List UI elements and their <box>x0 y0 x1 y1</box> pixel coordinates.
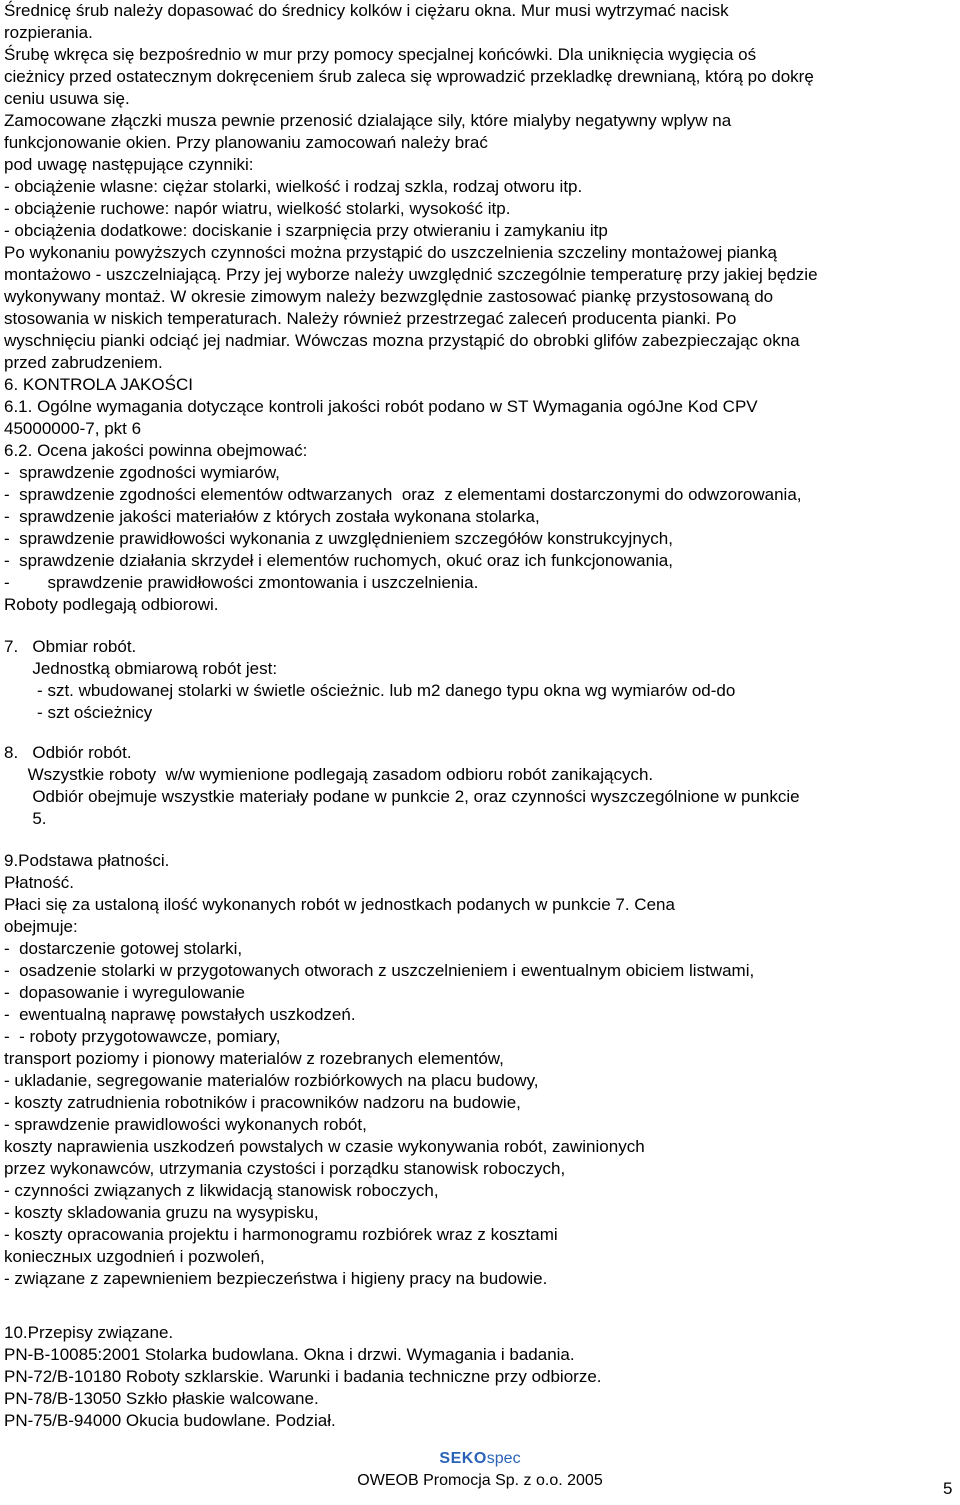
text-line: 10.Przepisy związane. <box>4 1323 174 1342</box>
text-line: - sprawdzenie prawidłowości wykonania z uwzględnieniem szczegółów konstrukcyjnych, <box>4 529 673 548</box>
text-line: - osadzenie stolarki w przygotowanych otworach z uszczelnieniem i ewentualnym obiciem listwami, <box>4 961 755 980</box>
text-line: - sprawdzenie zgodności wymiarów, <box>4 463 280 482</box>
text-line: wyschnięciu pianki odciąć jej nadmiar. Wówczas mozna przystąpić do obrobki glifów zabezpieczając okna <box>4 331 800 350</box>
text-line: - sprawdzenie jakości materiałów z których została wykonana stolarka, <box>4 507 540 526</box>
page-number: 5 <box>943 1479 953 1498</box>
text-line: PN-72/B-10180 Roboty szklarskie. Warunki i badania techniczne przy odbiorze. <box>4 1367 602 1386</box>
text-line: - sprawdzenie prawidłowości zmontowania i uszczelnienia. <box>4 573 479 592</box>
text-line: transport poziomy i pionowy materialów z rozebranych elementów, <box>4 1049 504 1068</box>
publisher-logo <box>0 1448 960 1470</box>
text-line: - obciążenia dodatkowe: dociskanie i szarpnięcia przy otwieraniu i zamykaniu itp <box>4 221 608 240</box>
text-line: - czynności związanych z likwidacją stanowisk roboczych, <box>4 1181 439 1200</box>
text-line: przed zabrudzeniem. <box>4 353 163 372</box>
text-line: - szt ościeżnicy <box>4 703 153 722</box>
text-line: Średnicę śrub należy dopasować do średnicy kolków i ciężaru okna. Mur musi wytrzymać nacisk <box>4 1 729 20</box>
text-line: koszty naprawienia uszkodzeń powstalych w czasie wykonywania robót, zawinionych <box>4 1137 645 1156</box>
text-line: Odbiór obejmuje wszystkie materiały podane w punkcie 2, oraz czynności wyszczególnione w punkcie <box>4 787 800 806</box>
text-line: - koszty zatrudnienia robotników i pracowników nadzoru na budowie, <box>4 1093 521 1112</box>
text-line: - koszty skladowania gruzu na wysypisku, <box>4 1203 319 1222</box>
text-line: stosowania w niskich temperaturach. Należy również przestrzegać zaleceń producenta pianki. Po <box>4 309 737 328</box>
text-line: 6. KONTROLA JAKOŚCI <box>4 375 193 394</box>
text-line: 7. Obmiar robót. <box>4 637 137 656</box>
text-line: - ukladanie, segregowanie materialów rozbiórkowych na placu budowy, <box>4 1071 539 1090</box>
text-line: - związane z zapewnieniem bezpieczeństwa i higieny pracy na budowie. <box>4 1269 548 1288</box>
text-line: Zamocowane złączki musza pewnie przenosić dzialające sily, które mialyby negatywny wplyw na <box>4 111 732 130</box>
text-line: Po wykonaniu powyższych czynności można przystąpić do uszczelnienia szczeliny montażowej pianką <box>4 243 777 262</box>
text-line: 8. Odbiór robót. <box>4 743 132 762</box>
text-line: - obciążenie wlasne: ciężar stolarki, wielkość i rodzaj szkla, rodzaj otworu itp. <box>4 177 583 196</box>
text-line: Płatność. <box>4 873 74 892</box>
text-line: Jednostką obmiarową robót jest: <box>4 659 278 678</box>
text-line: Śrubę wkręca się bezpośrednio w mur przy pomocy specjalnej końcówki. Dla uniknięcia wygięcia oś <box>4 45 757 64</box>
text-line: 5. <box>4 809 47 828</box>
logo-light-text: spec <box>486 1450 521 1467</box>
text-line: PN-B-10085:2001 Stolarka budowlana. Okna i drzwi. Wymagania i badania. <box>4 1345 575 1364</box>
text-line: - - roboty przygotowawcze, pomiary, <box>4 1027 281 1046</box>
logo-bold-text: SEKO <box>439 1450 487 1467</box>
text-line: montażowo - uszczelniającą. Przy jej wyborze należy uwzględnić szczególnie temperaturę przy jakiej będzie <box>4 265 818 284</box>
text-line: wykonywany montaż. W okresie zimowym należy bezwzględnie zastosować piankę przystosowaną do <box>4 287 774 306</box>
text-line: Płaci się za ustaloną ilość wykonanych robót w jednostkach podanych w punkcie 7. Cena <box>4 895 675 914</box>
text-line: funkcjonowanie okien. Przy planowaniu zamocowań należy brać <box>4 133 488 152</box>
text-line: 45000000-7, pkt 6 <box>4 419 142 438</box>
text-line: PN-78/B-13050 Szkło płaskie walcowane. <box>4 1389 319 1408</box>
text-line: - sprawdzenie prawidlowości wykonanych robót, <box>4 1115 367 1134</box>
text-line: 6.2. Ocena jakości powinna obejmować: <box>4 441 308 460</box>
text-line: cieżnicy przed ostatecznym dokręceniem śrub zaleca się wprowadzić przekladkę drewnianą, którą po dokrę <box>4 67 814 86</box>
text-line: Wszystkie roboty w/w wymienione podlegają zasadom odbioru robót zanikających. <box>4 765 654 784</box>
text-line: - koszty opracowania projektu i harmonogramu rozbiórek wraz z kosztami <box>4 1225 558 1244</box>
text-line: - szt. wbudowanej stolarki w świetle ościeżnic. lub m2 danego typu okna wg wymiarów od-do <box>4 681 736 700</box>
text-line: - obciążenie ruchowe: napór wiatru, wielkość stolarki, wysokość itp. <box>4 199 511 218</box>
text-line: PN-75/B-94000 Okucia budowlane. Podział. <box>4 1411 336 1430</box>
text-line: - dostarczenie gotowej stolarki, <box>4 939 243 958</box>
text-line: - dopasowanie i wyregulowanie <box>4 983 245 1002</box>
text-line: 9.Podstawa płatności. <box>4 851 170 870</box>
text-line: - ewentualną naprawę powstałych uszkodzeń. <box>4 1005 356 1024</box>
text-line: 6.1. Ogólne wymagania dotyczące kontroli jakości robót podano w ST Wymagania ogóJne Kod CPV <box>4 397 758 416</box>
text-line: Roboty podlegają odbiorowi. <box>4 595 219 614</box>
footer-company: OWEOB Promocja Sp. z o.o. 2005 <box>357 1472 603 1489</box>
text-line: ceniu usuwa się. <box>4 89 130 108</box>
text-line: obejmuje: <box>4 917 78 936</box>
text-line: - sprawdzenie zgodności elementów odtwarzanych oraz z elementami dostarczonymi do odwzorowania, <box>4 485 802 504</box>
text-line: przez wykonawców, utrzymania czystości i porządku stanowisk roboczych, <box>4 1159 566 1178</box>
text-line: konieczных uzgodnień i pozwoleń, <box>4 1247 265 1266</box>
text-line: pod uwagę następujące czynniki: <box>4 155 254 174</box>
text-line: - sprawdzenie działania skrzydeł i elementów ruchomych, okuć oraz ich funkcjonowania, <box>4 551 673 570</box>
text-line: rozpierania. <box>4 23 93 42</box>
